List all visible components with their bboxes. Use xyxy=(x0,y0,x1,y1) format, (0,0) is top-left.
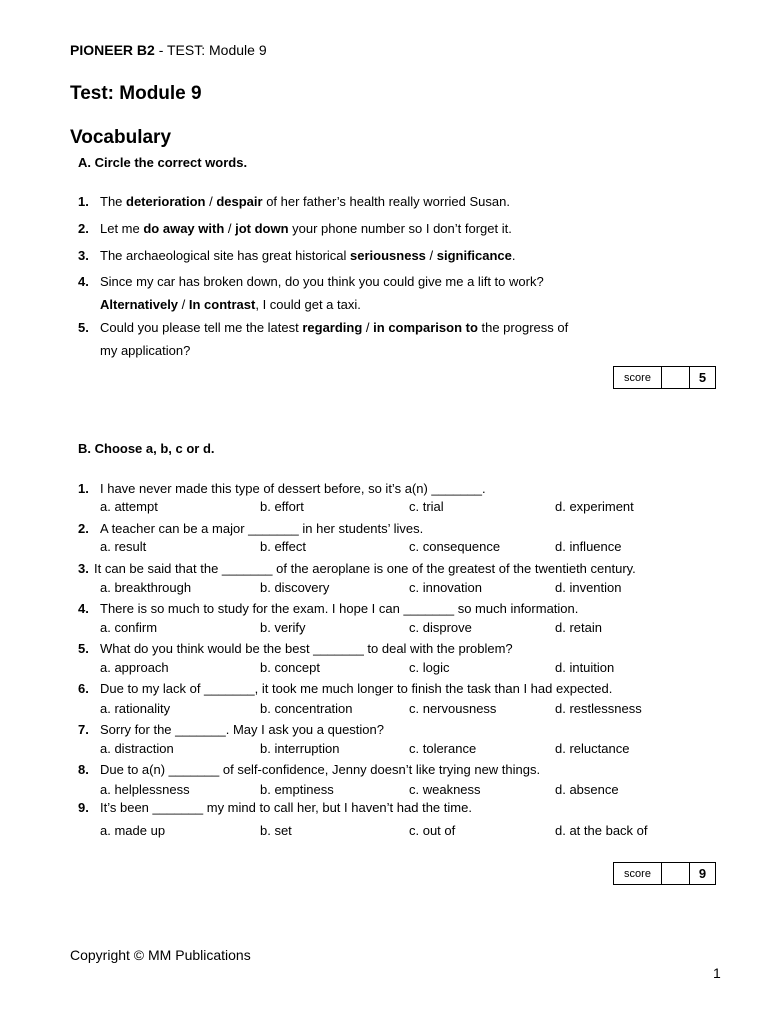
question-fragment: / xyxy=(362,320,374,335)
question-text: I have never made this type of dessert before, so it’s a(n) _______. xyxy=(100,481,486,496)
answer-option[interactable]: In contrast xyxy=(188,297,256,312)
answer-option[interactable]: a. made up xyxy=(100,823,166,838)
answer-option[interactable]: significance xyxy=(436,248,512,263)
answer-option[interactable]: a. attempt xyxy=(100,499,158,514)
answer-option[interactable]: d. restlessness xyxy=(555,701,642,716)
question-number: 1. xyxy=(78,194,89,209)
score-input-cell[interactable] xyxy=(662,367,690,388)
question-fragment: your phone number so I don’t forget it. xyxy=(288,221,512,236)
answer-option[interactable]: regarding xyxy=(302,320,363,335)
answer-option[interactable]: a. distraction xyxy=(100,741,174,756)
question-fragment: The archaeological site has great historical xyxy=(100,248,351,263)
section-title: Vocabulary xyxy=(70,127,172,148)
answer-option[interactable]: b. concentration xyxy=(260,701,353,716)
answer-option[interactable]: b. verify xyxy=(260,620,306,635)
question-number: 9. xyxy=(78,800,89,815)
question-fragment: Since my car has broken down, do you think you could give me a lift to work? xyxy=(100,274,544,289)
answer-option[interactable]: d. invention xyxy=(555,580,622,595)
question-number: 3. xyxy=(78,561,89,576)
part-a-score-box xyxy=(613,366,716,389)
answer-option[interactable]: c. logic xyxy=(409,660,450,675)
question-number: 3. xyxy=(78,248,89,263)
answer-option[interactable]: in comparison to xyxy=(373,320,478,335)
page-title: Test: Module 9 xyxy=(70,83,202,104)
answer-option[interactable]: a. confirm xyxy=(100,620,158,635)
question-number: 2. xyxy=(78,221,89,236)
answer-option[interactable]: b. discovery xyxy=(260,580,330,595)
question-text: Due to my lack of _______, it took me much longer to finish the task than I had expected. xyxy=(100,681,613,696)
answer-option[interactable]: jot down xyxy=(235,221,289,236)
question-number: 2. xyxy=(78,521,89,536)
answer-option[interactable]: b. set xyxy=(260,823,292,838)
answer-option[interactable]: c. consequence xyxy=(409,539,501,554)
question-number: 7. xyxy=(78,722,89,737)
question-text xyxy=(100,194,510,209)
question-text xyxy=(100,297,361,312)
question-number: 5. xyxy=(78,641,89,656)
answer-option[interactable]: a. breakthrough xyxy=(100,580,192,595)
question-text xyxy=(100,248,516,263)
question-text: Due to a(n) _______ of self-confidence, Jenny doesn’t like trying new things. xyxy=(100,762,541,777)
copyright-notice: Copyright © MM Publications xyxy=(70,947,251,963)
header-subtitle: - TEST: Module 9 xyxy=(154,42,267,58)
question-fragment: The xyxy=(100,194,127,209)
question-number: 5. xyxy=(78,320,89,335)
answer-option[interactable]: c. tolerance xyxy=(409,741,477,756)
question-fragment: Could you please tell me the latest xyxy=(100,320,303,335)
question-fragment: / xyxy=(205,194,217,209)
question-text xyxy=(100,343,190,358)
answer-option[interactable]: b. effort xyxy=(260,499,304,514)
question-fragment: , I could get a taxi. xyxy=(255,297,361,312)
question-number: 4. xyxy=(78,601,89,616)
part-b-score-box xyxy=(613,862,716,885)
question-text: A teacher can be a major _______ in her students’ lives. xyxy=(100,521,424,536)
question-number: 1. xyxy=(78,481,89,496)
question-fragment: / xyxy=(178,297,189,312)
question-text: Sorry for the _______. May I ask you a question? xyxy=(100,722,385,737)
answer-option[interactable]: a. rationality xyxy=(100,701,171,716)
answer-option[interactable]: d. retain xyxy=(555,620,602,635)
answer-option[interactable]: do away with xyxy=(143,221,225,236)
answer-option[interactable]: a. helplessness xyxy=(100,782,190,797)
question-text: What do you think would be the best _______ to deal with the problem? xyxy=(100,641,513,656)
answer-option[interactable]: c. innovation xyxy=(409,580,482,595)
question-text xyxy=(100,320,568,335)
answer-option[interactable]: deterioration xyxy=(126,194,206,209)
answer-option[interactable]: seriousness xyxy=(350,248,426,263)
question-fragment: Let me xyxy=(100,221,144,236)
brand-name: PIONEER B2 xyxy=(70,42,155,58)
answer-option[interactable]: c. disprove xyxy=(409,620,472,635)
question-fragment: / xyxy=(224,221,236,236)
answer-option[interactable]: d. absence xyxy=(555,782,619,797)
document-header xyxy=(70,42,267,58)
score-label: score xyxy=(614,863,662,884)
answer-option[interactable]: b. interruption xyxy=(260,741,340,756)
question-fragment: my application? xyxy=(100,343,191,358)
answer-option[interactable]: d. intuition xyxy=(555,660,615,675)
score-total: 5 xyxy=(698,370,707,385)
part-b-instruction: B. Choose a, b, c or d. xyxy=(78,441,215,456)
answer-option[interactable]: b. concept xyxy=(260,660,320,675)
page-number: 1 xyxy=(713,965,721,981)
answer-option[interactable]: d. experiment xyxy=(555,499,634,514)
part-a-instruction: A. Circle the correct words. xyxy=(78,155,248,170)
question-number: 6. xyxy=(78,681,89,696)
question-text xyxy=(100,274,544,289)
answer-option[interactable]: c. weakness xyxy=(409,782,481,797)
question-text: It’s been _______ my mind to call her, but I haven’t had the time. xyxy=(100,800,472,815)
answer-option[interactable]: a. approach xyxy=(100,660,169,675)
score-label: score xyxy=(614,367,662,388)
question-fragment: / xyxy=(425,248,437,263)
answer-option[interactable]: b. emptiness xyxy=(260,782,334,797)
question-number: 4. xyxy=(78,274,89,289)
answer-option[interactable]: b. effect xyxy=(260,539,307,554)
answer-option[interactable]: d. reluctance xyxy=(555,741,630,756)
answer-option[interactable]: despair xyxy=(216,194,263,209)
answer-option[interactable]: a. result xyxy=(100,539,147,554)
score-input-cell[interactable] xyxy=(662,863,690,884)
answer-option[interactable]: c. nervousness xyxy=(409,701,497,716)
score-total: 9 xyxy=(698,866,707,881)
question-text: It can be said that the _______ of the aeroplane is one of the greatest of the twentieth century. xyxy=(94,561,636,576)
question-text xyxy=(100,221,512,236)
question-fragment: the progress of xyxy=(477,320,569,335)
answer-option[interactable]: d. at the back of xyxy=(555,823,648,838)
answer-option[interactable]: d. influence xyxy=(555,539,622,554)
answer-option[interactable]: c. out of xyxy=(409,823,456,838)
question-fragment: of her father’s health really worried Susan. xyxy=(262,194,510,209)
answer-option[interactable]: Alternatively xyxy=(100,297,179,312)
question-fragment: . xyxy=(511,248,516,263)
answer-option[interactable]: c. trial xyxy=(409,499,444,514)
question-number: 8. xyxy=(78,762,89,777)
question-text: There is so much to study for the exam. I hope I can _______ so much information. xyxy=(100,601,579,616)
